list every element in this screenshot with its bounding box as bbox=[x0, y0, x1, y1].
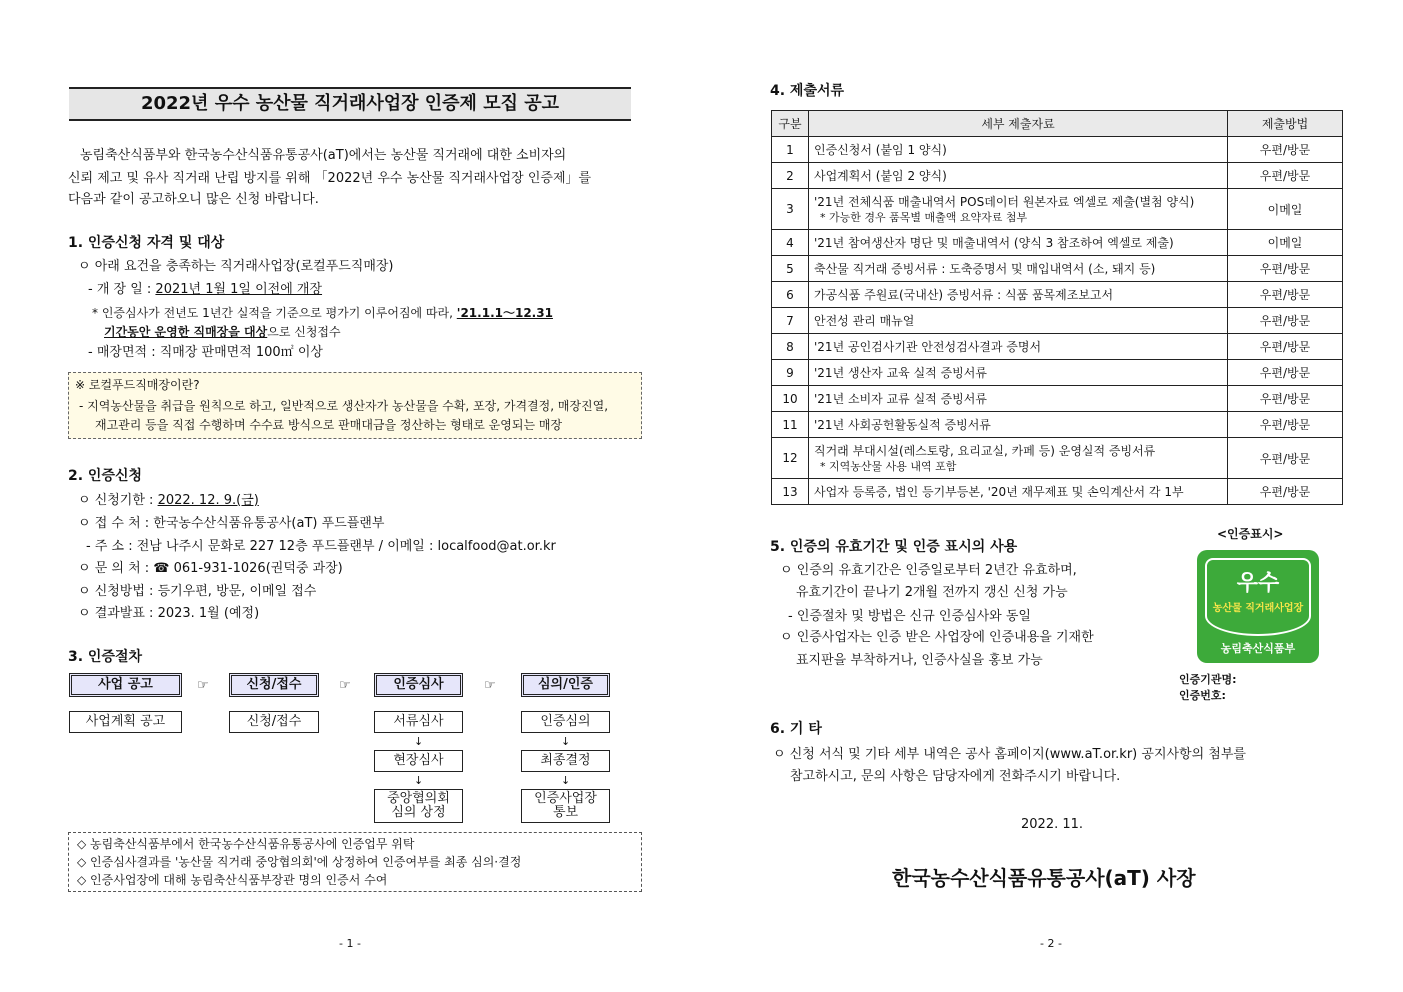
row-method: 우편/방문 bbox=[1228, 282, 1343, 308]
s2-period-label: ㅇ 신청기한 : bbox=[78, 493, 158, 508]
row-document bbox=[809, 386, 1228, 412]
section3-heading: 3. 인증절차 bbox=[68, 649, 143, 665]
row-method: 우편/방문 bbox=[1228, 137, 1343, 163]
row-method: 이메일 bbox=[1228, 189, 1343, 230]
s5-line-1: ㅇ 인증의 유효기간은 인증일로부터 2년간 유효하며, bbox=[780, 563, 1077, 578]
row-document bbox=[809, 479, 1228, 505]
row-document bbox=[809, 334, 1228, 360]
row-document bbox=[809, 137, 1228, 163]
row-number: 1 bbox=[772, 137, 809, 163]
row-number: 3 bbox=[772, 189, 809, 230]
table-row bbox=[772, 282, 1343, 308]
documents-table bbox=[771, 110, 1343, 505]
row-document-text: '21년 사회공헌활동실적 증빙서류 bbox=[814, 418, 991, 432]
documents-table-body bbox=[772, 137, 1343, 505]
s5-line-5: 표지판을 부착하거나, 인증사실을 홍보 가능 bbox=[796, 653, 1043, 668]
s1-open-date bbox=[88, 280, 322, 300]
row-method: 우편/방문 bbox=[1228, 163, 1343, 189]
row-document-text: 사업계획서 (붙임 2 양식) bbox=[814, 169, 947, 183]
table-row bbox=[772, 334, 1343, 360]
table-row bbox=[772, 308, 1343, 334]
intro-line-2: 신뢰 제고 및 유사 직거래 난립 방지를 위해 「2022년 우수 농산물 직거래사업장 인증제」를 bbox=[68, 171, 592, 186]
mark-caption: <인증표시> bbox=[1217, 527, 1284, 541]
box-line-1: - 지역농산물을 취급을 원칙으로 하고, 일반적으로 생산자가 농산물을 수확, 포장, 가격결정, 매장진열, bbox=[79, 399, 609, 413]
s1-note2a: 기간동안 운영한 직매장을 대상 bbox=[104, 325, 268, 339]
row-method: 이메일 bbox=[1228, 230, 1343, 256]
step-1-detail: 사업계획 공고 bbox=[69, 711, 182, 733]
step-arrow-1: ☞ bbox=[197, 678, 209, 693]
row-number: 5 bbox=[772, 256, 809, 282]
cert-org-label: 인증기관명: bbox=[1179, 673, 1237, 686]
row-method: 우편/방문 bbox=[1228, 412, 1343, 438]
row-method: 우편/방문 bbox=[1228, 256, 1343, 282]
logo-text-big: 우수 bbox=[1236, 571, 1280, 596]
row-document-text: 안전성 관리 매뉴얼 bbox=[814, 314, 915, 328]
step-4-head: 심의/인증 bbox=[521, 673, 610, 697]
table-row bbox=[772, 412, 1343, 438]
page-number-1: - 1 - bbox=[339, 937, 361, 950]
procedure-note-1: ◇ 농림축산식품부에서 한국농수산식품유통공사에 인증업무 위탁 bbox=[77, 837, 415, 851]
s2-contact: ㅇ 문 의 처 : ☎ 061-931-1026(권덕중 과장) bbox=[78, 561, 343, 576]
step-arrow-2: ☞ bbox=[339, 678, 351, 693]
s2-period-value: 2022. 12. 9.(금) bbox=[157, 493, 259, 508]
row-document-text: '21년 전체식품 매출내역서 POS데이터 원본자료 엑셀로 제출(별첨 양식) bbox=[814, 195, 1195, 209]
step-4-detail-2: 최종결정 bbox=[521, 750, 610, 772]
row-document-text: '21년 소비자 교류 실적 증빙서류 bbox=[814, 392, 987, 406]
row-document bbox=[809, 412, 1228, 438]
procedure-note-2: ◇ 인증심사결과를 '농산물 직거래 중앙협의회'에 상정하여 인증여부를 최종 심의·결정 bbox=[77, 855, 522, 869]
notice-date: 2022. 11. bbox=[1021, 817, 1084, 832]
row-document bbox=[809, 189, 1228, 230]
table-row bbox=[772, 230, 1343, 256]
intro-line-3: 다음과 같이 공고하오니 많은 신청 바랍니다. bbox=[68, 192, 319, 207]
step-2-detail: 신청/접수 bbox=[229, 711, 319, 733]
s2-result: ㅇ 결과발표 : 2023. 1월 (예정) bbox=[78, 606, 260, 621]
certification-logo bbox=[1197, 550, 1319, 663]
page-number-2: - 2 - bbox=[1040, 937, 1062, 950]
s5-line-3: - 인증절차 및 방법은 신규 인증심사와 동일 bbox=[788, 609, 1031, 624]
step-3-detail-3a: 중앙협의회 bbox=[387, 791, 450, 806]
row-number: 10 bbox=[772, 386, 809, 412]
notice-title: 2022년 우수 농산물 직거래사업장 인증제 모집 공고 bbox=[69, 87, 631, 121]
step-3-down-2: ↓ bbox=[414, 774, 424, 787]
step-arrow-3: ☞ bbox=[484, 678, 496, 693]
step-4-detail-3b: 통보 bbox=[552, 805, 579, 820]
row-document bbox=[809, 282, 1228, 308]
row-document-text: 인증신청서 (붙임 1 양식) bbox=[814, 143, 947, 157]
s6-line-2: 참고하시고, 문의 사항은 담당자에게 전화주시기 바랍니다. bbox=[790, 769, 1121, 784]
row-document-text: '21년 참여생산자 명단 및 매출내역서 (양식 3 참조하여 엑셀로 제출) bbox=[814, 236, 1174, 250]
section1-heading: 1. 인증신청 자격 및 대상 bbox=[68, 235, 225, 251]
row-document-text: '21년 공인검사기관 안전성검사결과 증명서 bbox=[814, 340, 1042, 354]
row-document-subnote: * 지역농산물 사용 내역 포함 bbox=[820, 460, 957, 473]
table-row bbox=[772, 256, 1343, 282]
row-method: 우편/방문 bbox=[1228, 308, 1343, 334]
table-row bbox=[772, 438, 1343, 479]
row-document-text: 축산물 직거래 증빙서류 : 도축증명서 및 매입내역서 (소, 돼지 등) bbox=[814, 262, 1156, 276]
procedure-notes-box bbox=[68, 832, 642, 892]
intro-line-1: 농림축산식품부와 한국농수산식품유통공사(aT)에서는 농산물 직거래에 대한 소비자의 bbox=[80, 148, 567, 163]
s1-note1b: '21.1.1～12.31 bbox=[456, 306, 553, 320]
s2-addr: - 주 소 : 전남 나주시 문화로 227 12층 푸드플랜부 / 이메일 : localfood@at.or.kr bbox=[86, 539, 556, 554]
step-3-detail-3 bbox=[374, 789, 463, 823]
table-row bbox=[772, 163, 1343, 189]
step-3-down-1: ↓ bbox=[414, 735, 424, 748]
s2-recv: ㅇ 접 수 처 : 한국농수산식품유통공사(aT) 푸드플랜부 bbox=[78, 516, 385, 531]
row-method: 우편/방문 bbox=[1228, 479, 1343, 505]
step-3-detail-2: 현장심사 bbox=[374, 750, 463, 772]
table-row bbox=[772, 360, 1343, 386]
row-document-text: '21년 생산자 교육 실적 증빙서류 bbox=[814, 366, 987, 380]
section5-heading: 5. 인증의 유효기간 및 인증 표시의 사용 bbox=[770, 539, 1018, 555]
col-header-method: 제출방법 bbox=[1228, 111, 1343, 137]
step-4-detail-1: 인증심의 bbox=[521, 711, 610, 733]
row-number: 7 bbox=[772, 308, 809, 334]
row-document bbox=[809, 230, 1228, 256]
col-header-no: 구분 bbox=[772, 111, 809, 137]
row-method: 우편/방문 bbox=[1228, 334, 1343, 360]
box-line-2: 재고관리 등을 직접 수행하며 수수료 방식으로 판매대금을 정산하는 형태로 운영되는 매장 bbox=[95, 418, 563, 432]
s1-note-2 bbox=[104, 323, 341, 341]
row-document bbox=[809, 360, 1228, 386]
row-number: 6 bbox=[772, 282, 809, 308]
row-number: 12 bbox=[772, 438, 809, 479]
row-number: 4 bbox=[772, 230, 809, 256]
step-3-detail-3b: 심의 상정 bbox=[391, 805, 446, 820]
s1-note-1 bbox=[92, 304, 553, 322]
s1-open-value: 2021년 1월 1일 이전에 개장 bbox=[155, 282, 323, 297]
row-method: 우편/방문 bbox=[1228, 360, 1343, 386]
row-document bbox=[809, 256, 1228, 282]
row-number: 8 bbox=[772, 334, 809, 360]
table-row bbox=[772, 137, 1343, 163]
section2-heading: 2. 인증신청 bbox=[68, 468, 143, 484]
table-row bbox=[772, 386, 1343, 412]
s2-period bbox=[78, 491, 259, 511]
s2-method: ㅇ 신청방법 : 등기우편, 방문, 이메일 접수 bbox=[78, 584, 317, 599]
section4-heading: 4. 제출서류 bbox=[770, 83, 845, 99]
step-2-head: 신청/접수 bbox=[229, 673, 319, 697]
table-row bbox=[772, 479, 1343, 505]
row-number: 11 bbox=[772, 412, 809, 438]
row-method: 우편/방문 bbox=[1228, 438, 1343, 479]
s1-note2b: 으로 신청접수 bbox=[267, 325, 341, 339]
s6-line-1: ㅇ 신청 서식 및 기타 세부 내역은 공사 홈페이지(www.aT.or.kr) 공지사항의 첨부를 bbox=[773, 747, 1246, 762]
s1-note1a: * 인증심사가 전년도 1년간 실적을 기준으로 평가기 이루어짐에 따라, bbox=[92, 306, 457, 320]
step-1-head: 사업 공고 bbox=[69, 673, 182, 697]
step-4-down-1: ↓ bbox=[561, 735, 571, 748]
logo-text-mid: 농산물 직거래사업장 bbox=[1212, 603, 1304, 614]
step-3-head: 인증심사 bbox=[374, 673, 463, 697]
col-header-doc: 세부 제출자료 bbox=[809, 111, 1228, 137]
step-4-down-2: ↓ bbox=[561, 774, 571, 787]
table-header-row bbox=[772, 111, 1343, 137]
logo-text-bottom: 농림축산식품부 bbox=[1220, 642, 1296, 655]
row-document-text: 직거래 부대시설(레스토랑, 요리교실, 카페 등) 운영실적 증빙서류 bbox=[814, 444, 1156, 458]
s1-open-label: - 개 장 일 : bbox=[88, 282, 156, 297]
s5-line-4: ㅇ 인증사업자는 인증 받은 사업장에 인증내용을 기재한 bbox=[780, 630, 1094, 645]
step-4-detail-3 bbox=[521, 789, 610, 823]
s1-area: - 매장면적 : 직매장 판매면적 100㎡ 이상 bbox=[88, 345, 323, 360]
row-document bbox=[809, 308, 1228, 334]
table-row bbox=[772, 189, 1343, 230]
s5-line-2: 유효기간이 끝나기 2개월 전까지 갱신 신청 가능 bbox=[796, 585, 1068, 600]
step-3-detail-1: 서류심사 bbox=[374, 711, 463, 733]
localfood-definition-box bbox=[68, 372, 642, 439]
section6-heading: 6. 기 타 bbox=[770, 721, 822, 737]
row-method: 우편/방문 bbox=[1228, 386, 1343, 412]
row-document-text: 가공식품 주원료(국내산) 증빙서류 : 식품 품목제조보고서 bbox=[814, 288, 1114, 302]
row-number: 13 bbox=[772, 479, 809, 505]
signature: 한국농수산식품유통공사(aT) 사장 bbox=[892, 866, 1196, 890]
box-title: ※ 로컬푸드직매장이란? bbox=[75, 378, 200, 392]
row-document-text: 사업자 등록증, 법인 등기부등본, '20년 재무제표 및 손익계산서 각 1부 bbox=[814, 485, 1184, 499]
row-document bbox=[809, 163, 1228, 189]
row-document-subnote: * 가능한 경우 품목별 매출액 요약자료 첨부 bbox=[820, 211, 1028, 224]
step-4-detail-3a: 인증사업장 bbox=[534, 791, 597, 806]
procedure-note-3: ◇ 인증사업장에 대해 농림축산식품부장관 명의 인증서 수여 bbox=[77, 873, 388, 887]
row-number: 2 bbox=[772, 163, 809, 189]
row-document bbox=[809, 438, 1228, 479]
s1-item: ㅇ 아래 요건을 충족하는 직거래사업장(로컬푸드직매장) bbox=[78, 259, 394, 274]
row-number: 9 bbox=[772, 360, 809, 386]
cert-no-label: 인증번호: bbox=[1179, 689, 1226, 702]
